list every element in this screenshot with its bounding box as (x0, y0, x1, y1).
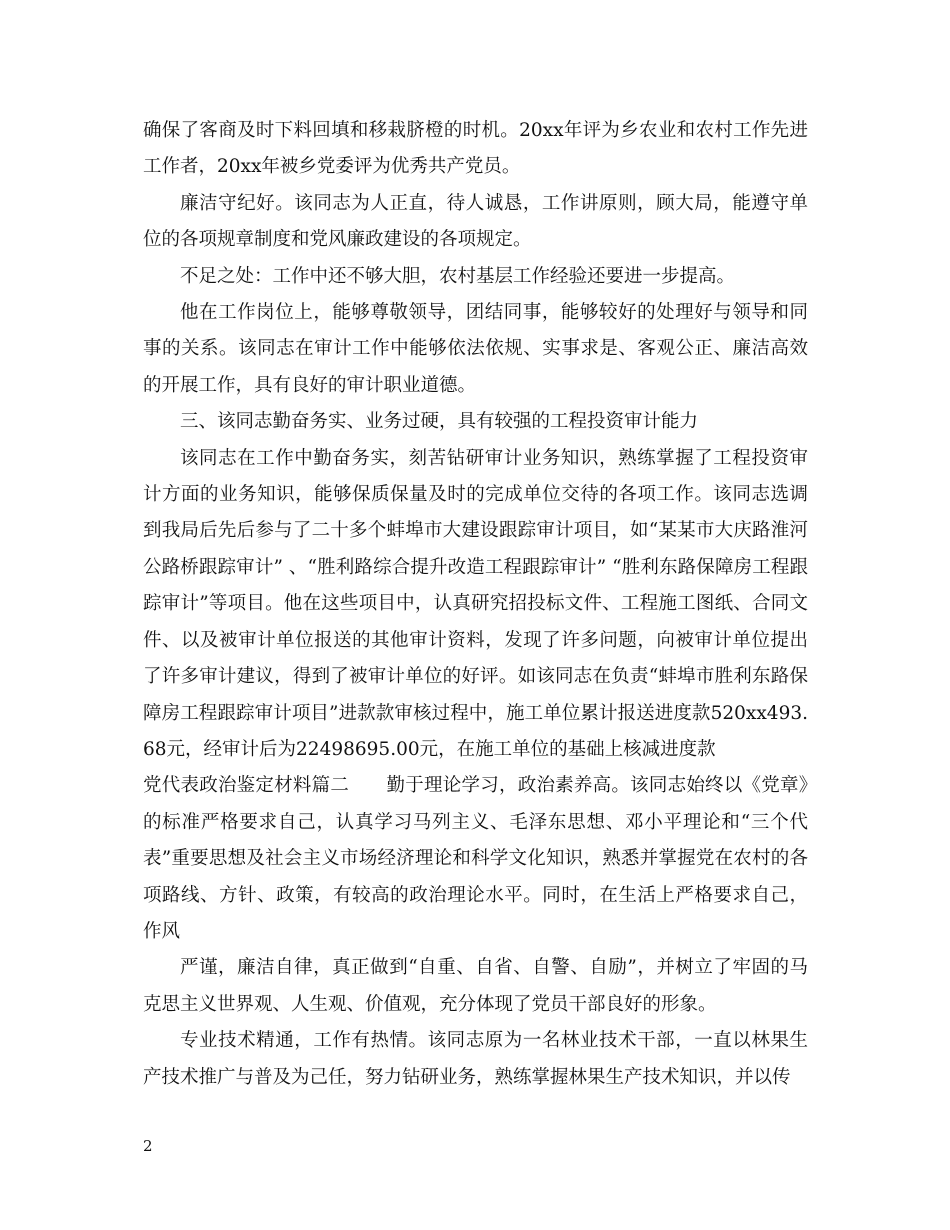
paragraph-4: 他在工作岗位上，能够尊敬领导，团结同事，能够较好的处理好与领导和同事的关系。该同志在审计工作中能够依法依规、实事求是、客观公正、廉洁高效的开展工作，具有良好的审计职业道德。 (143, 302, 808, 396)
paragraph-7: 党代表政治鉴定材料篇二 勤于理论学习，政治素养高。该同志始终以《党章》的标准严格要求自己，认真学习马列主义、毛泽东思想、邓小平理论和“三个代表”重要思想及社会主义市场经济理论和科学文化知识，熟悉并掌握党在农村的各项路线、方针、政策，有较高的政治理论水平。同时，在生活上严格要求自己，作风 (143, 775, 808, 942)
paragraph-1: 确保了客商及时下料回填和移栽脐橙的时机。20xx年评为乡农业和农村工作先进工作者，20xx年被乡党委评为优秀共产党员。 (143, 120, 808, 178)
paragraph-2: 廉洁守纪好。该同志为人正直，待人诚恳，工作讲原则，顾大局，能遵守单位的各项规章制度和党风廉政建设的各项规定。 (143, 192, 808, 251)
paragraph-9: 专业技术精通，工作有热情。该同志原为一名林业技术干部，一直以林果生产技术推广与普及为己任，努力钻研业务，熟练掌握林果生产技术知识，并以传 (143, 1030, 808, 1088)
section-heading-3: 三、该同志勤奋务实、业务过硬，具有较强的工程投资审计能力 (180, 411, 699, 433)
page-number: 2 (143, 1137, 153, 1155)
paragraph-6: 该同志在工作中勤奋务实，刻苦钻研审计业务知识，熟练掌握了工程投资审计方面的业务知识，能够保质保量及时的完成单位交待的各项工作。该同志选调到我局后先后参与了二十多个蚌埠市大建设跟踪审计项目，如“某某市大庆路淮河公路桥跟踪审计” 、“胜利路综合提升改造工程跟踪审计” “胜利东路保障房工程跟踪审计”等项目。他在这些项目中，认真研究招投标文件、工程施工图纸、合同文件、以及被审计单位报送的其他审计资料，发现了许多问题，向被审计单位提出了许多审计建议，得到了被审计单位的好评。如该同志在负责“蚌埠市胜利东路保障房工程跟踪审计项目”进款款审核过程中，施工单位累计报送进度款520xx493.68元，经审计后为22498695.00元，在施工单位的基础上核减进度款 (143, 447, 808, 760)
paragraph-8: 严谨，廉洁自律，真正做到“自重、自省、自警、自励”，并树立了牢固的马克思主义世界观、人生观、价值观，充分体现了党员干部良好的形象。 (143, 957, 808, 1015)
document-body (143, 113, 808, 1096)
paragraph-3: 不足之处：工作中还不够大胆，农村基层工作经验还要进一步提高。 (180, 265, 736, 287)
